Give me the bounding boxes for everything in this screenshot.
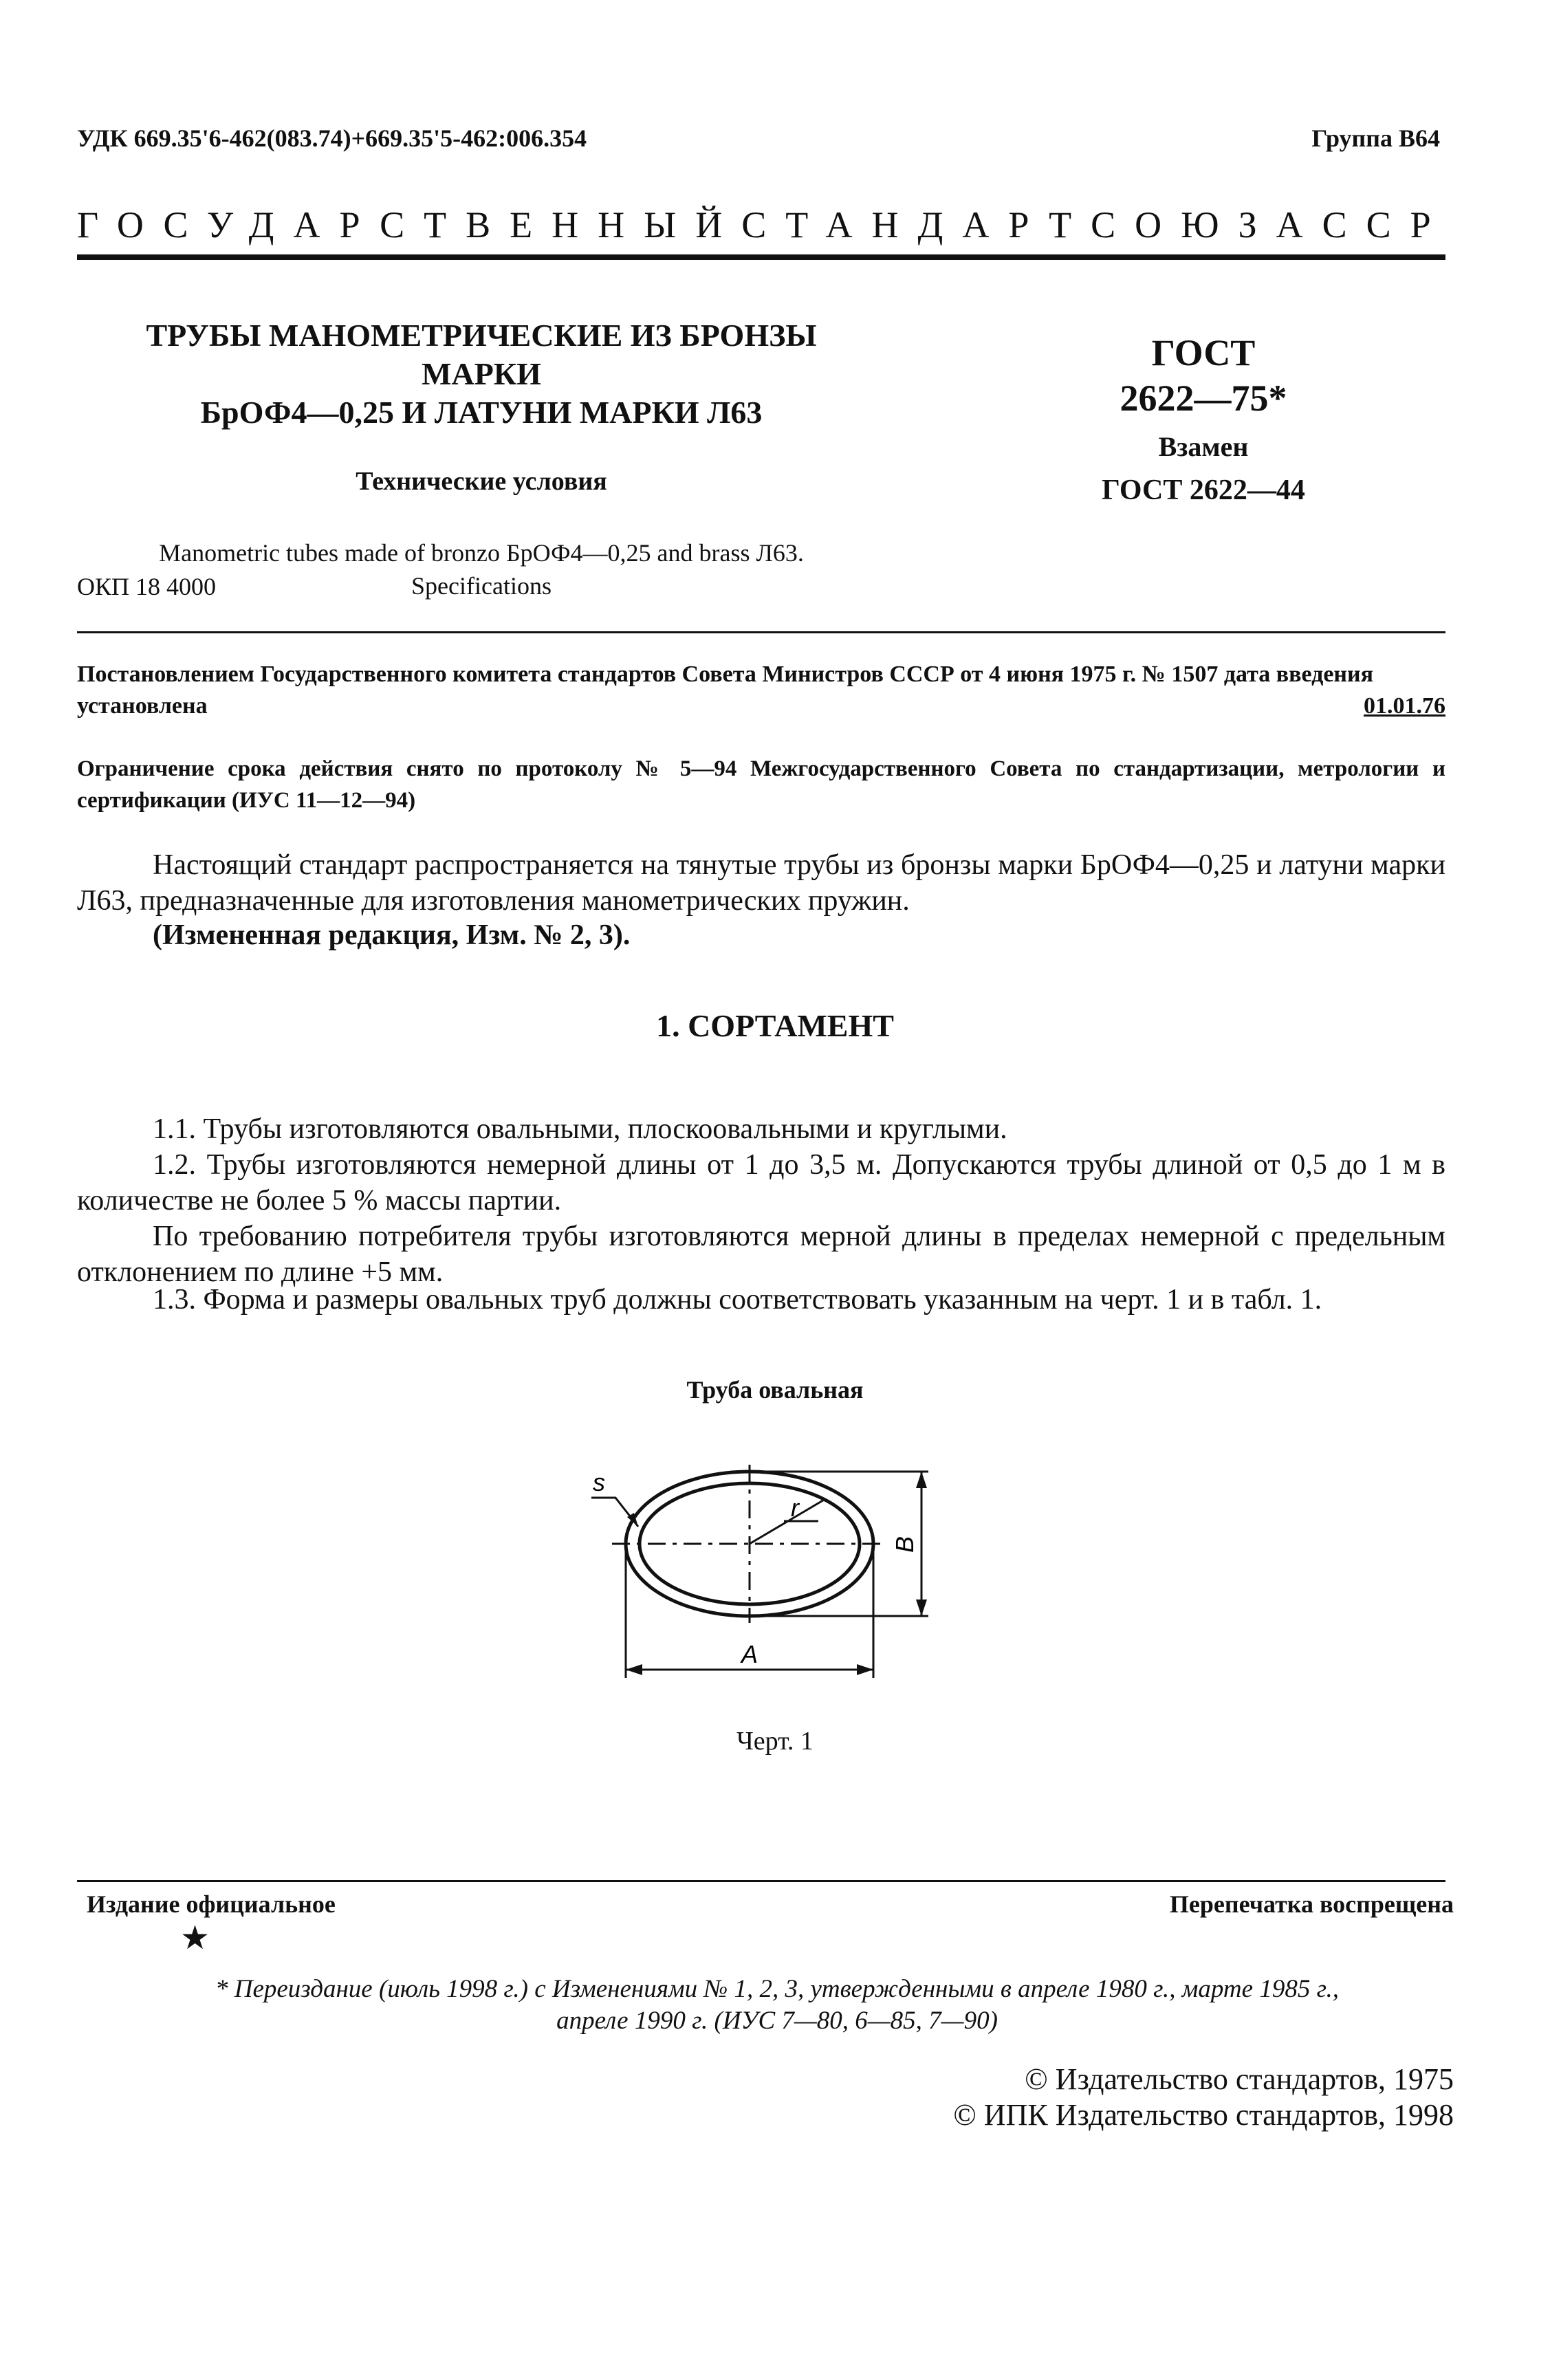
label-r: r <box>791 1494 799 1522</box>
okp-code: ОКП 18 4000 <box>77 573 217 600</box>
english-title-line-1: Manometric tubes made of bronzo БрОФ4—0,25 and brass Л63. <box>159 539 804 567</box>
clause-request: По требованию потребителя трубы изготовляются мерной длины в пределах немерной с предельным отклонением по длине +5 мм. <box>77 1221 1445 1288</box>
title-rule <box>77 631 1445 633</box>
title-line-1: ТРУБЫ МАНОМЕТРИЧЕСКИЕ ИЗ БРОНЗЫ МАРКИ <box>146 318 817 391</box>
group-code: Группа В64 <box>1311 124 1440 152</box>
intro-paragraph: Настоящий стандарт распространяется на тянутые трубы из бронзы марки БрОФ4—0,25 и латуни марки Л63, предназначенные для изготовления манометрических пружин. <box>77 849 1445 917</box>
restriction-note: Ограничение срока действия снято по протоколу № 5—94 Межгосударственного Совета по стандартизации, метрологии и сертификации (ИУС 11—12—94) <box>77 756 1445 813</box>
reissue-line-1: * Переиздание (июль 1998 г.) с Изменениями № 1, 2, 3, утвержденными в апреле 1980 г., марте 1985 г., <box>215 1975 1340 2003</box>
subtitle: Технические условия <box>356 467 607 496</box>
title-block <box>117 316 846 602</box>
copyright-1975: © Издательство стандартов, 1975 <box>1025 2062 1454 2096</box>
edited-note: (Измененная редакция, Изм. № 2, 3). <box>153 919 631 951</box>
reprint-forbidden: Перепечатка воспрещена <box>1169 1890 1454 1918</box>
clause-1-1: 1.1. Трубы изготовляются овальными, плоскоовальными и круглыми. <box>153 1113 1007 1145</box>
figure-title: Труба овальная <box>686 1376 864 1404</box>
clause-1-2: 1.2. Трубы изготовляются немерной длины от 1 до 3,5 м. Допускаются трубы длиной от 0,5 до 1 м в количестве не более 5 % массы партии. <box>77 1149 1445 1216</box>
banner-word: ССР <box>1322 204 1450 245</box>
star-icon: ★ <box>180 1920 210 1956</box>
banner-word: СТАНДАРТ <box>741 204 1091 245</box>
english-title <box>117 536 846 602</box>
label-a: A <box>741 1640 758 1668</box>
decree <box>77 659 1445 722</box>
reissue-line-2: апреле 1990 г. (ИУС 7—80, 6—85, 7—90) <box>556 2007 998 2035</box>
header-rule <box>77 254 1445 260</box>
clause-1-3: 1.3. Форма и размеры овальных труб должны соответствовать указанным на черт. 1 и в табл. 1. <box>153 1284 1322 1315</box>
figure-caption: Черт. 1 <box>736 1727 814 1756</box>
reissue-note <box>138 1974 1417 2037</box>
gost-label: ГОСТ <box>1151 332 1256 373</box>
gost-number: 2622—75* <box>1120 378 1287 419</box>
replaced-gost: ГОСТ 2622—44 <box>1102 474 1305 506</box>
section-heading: 1. СОРТАМЕНТ <box>656 1008 894 1043</box>
decree-text: Постановлением Государственного комитета стандартов Совета Министров СССР от 4 июня 1975 г. № 1507 дата введения установлена <box>77 662 1373 719</box>
official-edition: Издание официальное <box>87 1890 336 1918</box>
english-title-line-2: Specifications <box>411 572 552 600</box>
copyright-1998: © ИПК Издательство стандартов, 1998 <box>953 2098 1454 2132</box>
decree-date: 01.01.76 <box>1364 693 1445 719</box>
banner-word: СОЮЗА <box>1091 204 1322 245</box>
replaces-label: Взамен <box>1158 431 1249 462</box>
label-b: B <box>891 1536 919 1553</box>
udk-code: УДК 669.35'6-462(083.74)+669.35'5-462:006.354 <box>77 124 587 152</box>
state-standard-banner <box>77 204 1450 246</box>
banner-word: ГОСУДАРСТВЕННЫЙ <box>77 204 742 245</box>
label-s: s <box>593 1468 605 1496</box>
oval-tube-drawing <box>585 1458 942 1712</box>
title-line-2: БрОФ4—0,25 И ЛАТУНИ МАРКИ Л63 <box>200 395 763 430</box>
footer-rule <box>77 1880 1445 1882</box>
gost-block <box>1059 330 1348 507</box>
